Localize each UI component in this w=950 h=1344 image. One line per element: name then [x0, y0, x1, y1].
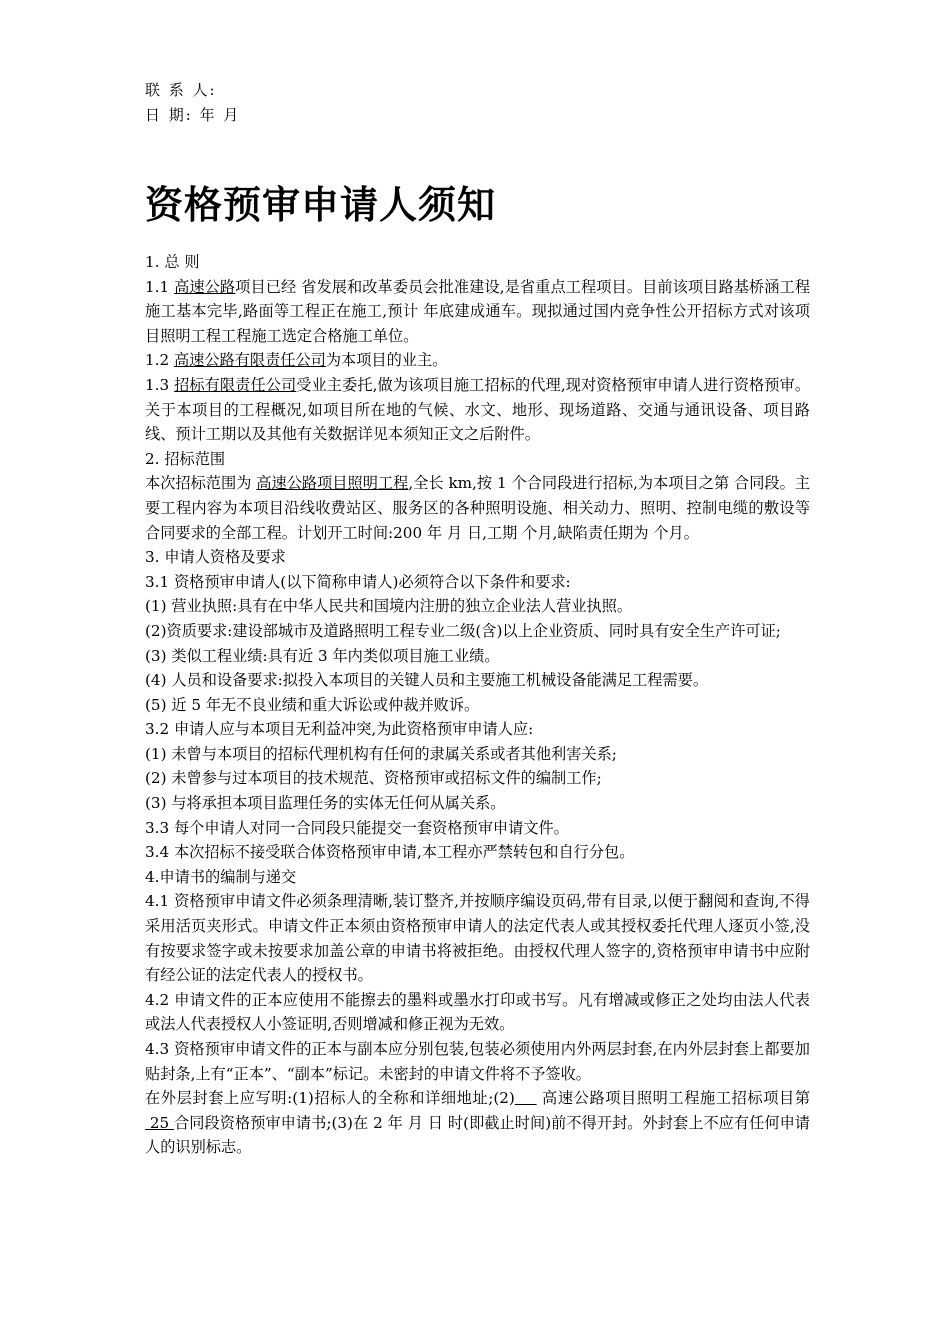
- underlined-contract-number: 25: [145, 1113, 175, 1132]
- section-4-heading: 4.申请书的编制与递交: [145, 867, 297, 886]
- underlined-owner: 高速公路有限责任公司: [173, 351, 326, 370]
- list-item: (4) 人员和设备要求:拟投入本项目的关键人员和主要施工机械设备能满足工程需要。: [145, 671, 709, 690]
- paragraph-1-2: 1.2 高速公路有限责任公司为本项目的业主。: [145, 351, 448, 370]
- list-item: (3) 与将承担本项目监理任务的实体无任何从属关系。: [145, 794, 506, 813]
- underlined-agent: 招标有限责任公司: [174, 375, 297, 394]
- list-item: (1) 营业执照:具有在中华人民共和国境内注册的独立企业法人营业执照。: [145, 597, 633, 616]
- list-item: (3) 类似工程业绩:具有近 3 年内类似项目施工业绩。: [145, 646, 500, 665]
- document-body: [145, 250, 810, 1160]
- section-3-heading: 3. 申请人资格及要求: [145, 548, 286, 567]
- paragraph-2: 本次招标范围为 高速公路项目照明工程,全长 km,按 1 个合同段进行招标,为本项目之第 合同段。主要工程内容为本项目沿线收费站区、服务区的各种照明设施、相关动力、照明、控制电缆的敷设等合同要求的全部工程。计划开工时间:200 年 月 日,工期 个月,缺陷责任期为 个月。: [145, 474, 811, 542]
- page-title: 资格预审申请人须知: [145, 182, 497, 227]
- paragraph-4-2: 4.2 申请文件的正本应使用不能擦去的墨料或墨水打印或书写。凡有增减或修正之处均由法人代表或法人代表授权人小签证明,否则增减和修正视为无效。: [145, 990, 810, 1034]
- paragraph-3-2: 3.2 申请人应与本项目无利益冲突,为此资格预审申请人应:: [145, 720, 534, 739]
- underlined-project: 高速公路: [174, 277, 236, 296]
- paragraph-1-3: 1.3 招标有限责任公司受业主委托,做为该项目施工招标的代理,现对资格预审申请人进行资格预审。关于本项目的工程概况,如项目所在地的气候、水文、地形、现场道路、交通与通讯设备、项目路线、预计工期以及其他有关数据详见本须知正文之后附件。: [145, 375, 811, 444]
- paragraph-4-envelope: 在外层封套上应写明:(1)招标人的全称和详细地址;(2) 高速公路项目照明工程施工招标项目第 25 合同段资格预审申请书;(3)在 2 年 月 日 时(即截止时间)前不得开封。外封套上不应有任何申请人的识别标志。: [145, 1089, 811, 1157]
- paragraph-1-1: 1.1 高速公路项目已经 省发展和改革委员会批准建设,是省重点工程项目。目前该项目路基桥涵工程施工基本完毕,路面等工程正在施工,预计 年底建成通车。现拟通过国内竞争性公开招标方式对该项目照明工程工程施工选定合格施工单位。: [145, 277, 811, 345]
- list-item: (1) 未曾与本项目的招标代理机构有任何的隶属关系或者其他利害关系;: [145, 744, 617, 763]
- section-2-heading: 2. 招标范围: [145, 449, 226, 468]
- contact-line: 联 系 人:: [145, 81, 217, 99]
- paragraph-4-3: 4.3 资格预审申请文件的正本与副本应分别包装,包装必须使用内外两层封套,在内外层封套上都要加贴封条,上有“正本”、“副本”标记。未密封的申请文件将不予签收。: [145, 1040, 810, 1083]
- paragraph-3-3: 3.3 每个申请人对同一合同段只能提交一套资格预审申请文件。: [145, 818, 569, 837]
- paragraph-4-1: 4.1 资格预审申请文件必须条理清晰,装订整齐,并按顺序编设页码,带有目录,以便于翻阅和查询,不得采用活页夹形式。申请文件正本须由资格预审申请人的法定代表人或其授权委托代理人逐页小签,没有按要求签字或未按要求加盖公章的申请书将被拒绝。由授权代理人签字的,资格预审申请书中应附有经公证的法定代表人的授权书。: [145, 892, 810, 985]
- list-item: (2) 未曾参与过本项目的技术规范、资格预审或招标文件的编制工作;: [145, 769, 602, 788]
- blank-line: [515, 1089, 537, 1107]
- paragraph-3-1: 3.1 资格预审申请人(以下简称申请人)必须符合以下条件和要求:: [145, 572, 571, 591]
- list-item: (5) 近 5 年无不良业绩和重大诉讼或仲裁并败诉。: [145, 695, 480, 714]
- list-item: (2)资质要求:建设部城市及道路照明工程专业二级(含)以上企业资质、同时具有安全生产许可证;: [145, 621, 781, 640]
- section-1-heading: 1. 总 则: [145, 253, 200, 271]
- paragraph-3-4: 3.4 本次招标不接受联合体资格预审申请,本工程亦严禁转包和自行分包。: [145, 843, 635, 862]
- underlined-scope: 高速公路项目照明工程: [256, 474, 409, 493]
- document-page: [145, 78, 810, 1160]
- date-line: 日 期: 年 月: [145, 106, 241, 124]
